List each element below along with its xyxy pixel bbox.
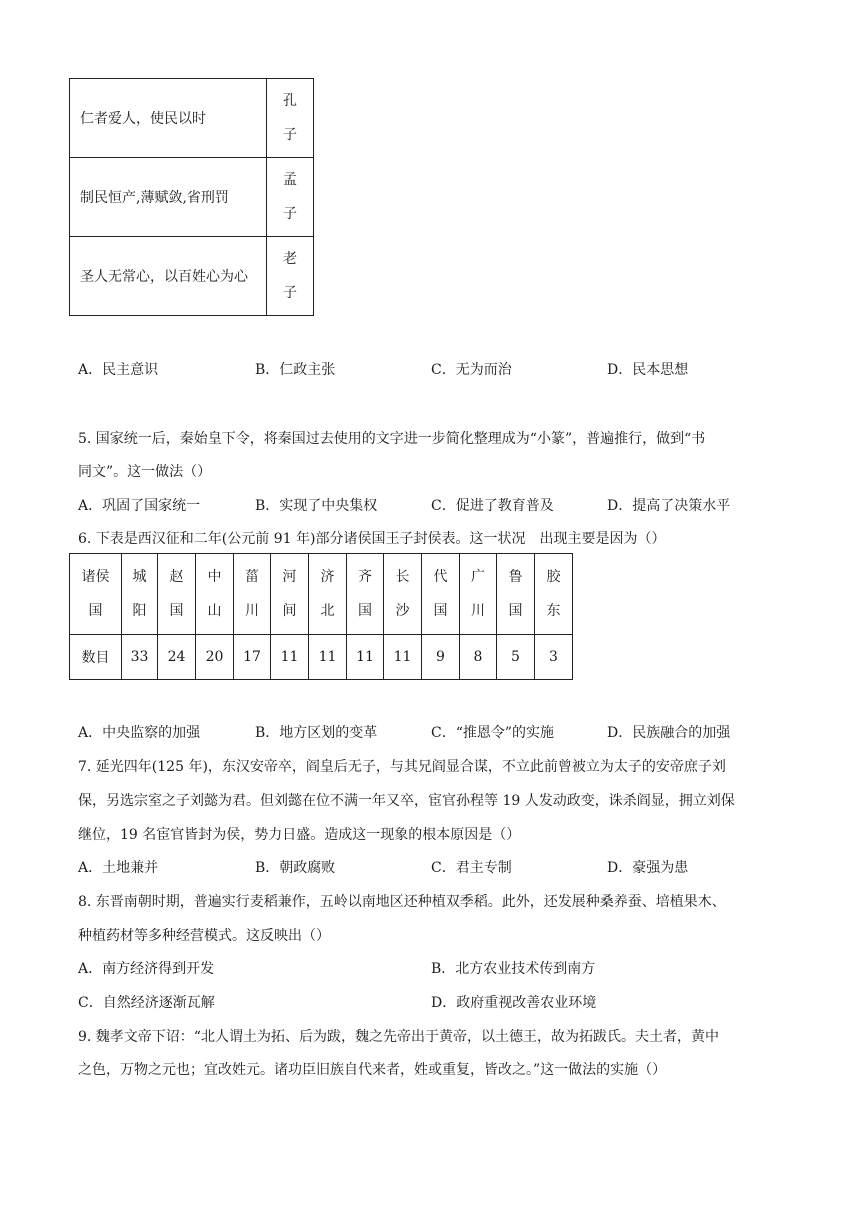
q8-option-c[interactable]: C．自然经济逐渐瓦解 — [78, 995, 215, 1011]
header-cell: 胶 东 — [535, 554, 573, 635]
author-cell: 孟 子 — [267, 158, 314, 237]
q4-option-a[interactable]: A．民主意识 — [78, 362, 159, 378]
value-cell: 11 — [271, 635, 309, 680]
value-cell: 3 — [535, 635, 573, 680]
value-cell: 24 — [158, 635, 196, 680]
table-row — [70, 237, 314, 316]
value-cell: 5 — [497, 635, 535, 680]
q6-option-d[interactable]: D．民族融合的加强 — [607, 725, 731, 741]
table-row — [70, 79, 314, 158]
value-cell: 20 — [196, 635, 234, 680]
table-header-row — [70, 554, 573, 635]
header-cell: 济 北 — [309, 554, 347, 635]
q7-text-line1: 7. 延光四年(125 年)，东汉安帝卒，阎皇后无子，与其兄阎显合谋，不立此前曾被立为太子的安帝庶子刘 — [78, 759, 726, 775]
q5-option-c[interactable]: C．促进了教育普及 — [431, 498, 554, 514]
q5-option-a[interactable]: A．巩固了国家统一 — [78, 498, 201, 514]
q5-option-b[interactable]: B．实现了中央集权 — [255, 498, 378, 514]
header-cell: 菑 川 — [234, 554, 271, 635]
quote-cell: 圣人无常心，以百姓心为心 — [70, 237, 267, 316]
quote-cell: 制民恒产,薄赋敛,省刑罚 — [70, 158, 267, 237]
q8-option-a[interactable]: A．南方经济得到开发 — [78, 961, 215, 977]
q7-text-line3: 继位，19 名宦官皆封为侯，势力日盛。造成这一现象的根本原因是（） — [78, 827, 521, 843]
header-cell: 鲁 国 — [497, 554, 535, 635]
value-cell: 17 — [234, 635, 271, 680]
q5-text-line1: 5. 国家统一后，秦始皇下令，将秦国过去使用的文字进一步简化整理成为“小篆”，普遍推行，做到“书 — [78, 431, 706, 447]
q4-option-b[interactable]: B．仁政主张 — [255, 362, 336, 378]
table-row — [70, 635, 573, 680]
value-cell: 9 — [422, 635, 460, 680]
header-cell: 赵 国 — [158, 554, 196, 635]
marquis-table — [69, 553, 573, 680]
value-cell: 11 — [347, 635, 384, 680]
q8-text-line2: 种植药材等多种经营模式。这反映出（） — [78, 928, 330, 944]
header-cell: 中 山 — [196, 554, 234, 635]
author-cell: 孔 子 — [267, 79, 314, 158]
header-cell: 齐 国 — [347, 554, 384, 635]
value-cell: 11 — [384, 635, 422, 680]
q7-text-line2: 保，另选宗室之子刘懿为君。但刘懿在位不满一年又卒，宦官孙程等 19 人发动政变，诛杀阎显，拥立刘保 — [78, 793, 735, 809]
q7-option-b[interactable]: B．朝政腐败 — [255, 860, 336, 876]
header-cell: 河 间 — [271, 554, 309, 635]
header-cell: 广 川 — [460, 554, 497, 635]
q5-text-line2: 同文”。这一做法（） — [78, 464, 212, 480]
value-cell: 33 — [122, 635, 158, 680]
q7-option-a[interactable]: A．土地兼并 — [78, 860, 159, 876]
philosophers-table — [69, 78, 314, 316]
value-cell: 8 — [460, 635, 497, 680]
q7-option-d[interactable]: D．豪强为患 — [607, 860, 689, 876]
header-cell: 代 国 — [422, 554, 460, 635]
q8-option-d[interactable]: D．政府重视改善农业环境 — [431, 995, 597, 1011]
q6-text-line1: 6. 下表是西汉征和二年(公元前 91 年)部分诸侯国王子封侯表。这一状况 出现主要是因为（） — [78, 531, 666, 547]
quote-cell: 仁者爱人，使民以时 — [70, 79, 267, 158]
value-cell: 数目 — [70, 635, 122, 680]
header-cell: 诸侯 国 — [70, 554, 122, 635]
header-cell: 城 阳 — [122, 554, 158, 635]
q4-option-c[interactable]: C．无为而治 — [431, 362, 512, 378]
q9-text-line1: 9. 魏孝文帝下诏：“北人谓土为拓、后为跋，魏之先帝出于黄帝，以土德王，故为拓跋氏。夫土者，黄中 — [78, 1029, 719, 1045]
q7-option-c[interactable]: C．君主专制 — [431, 860, 512, 876]
q8-text-line1: 8. 东晋南朝时期，普遍实行麦稻兼作，五岭以南地区还种植双季稻。此外，还发展种桑养蚕、培植果木、 — [78, 894, 726, 910]
q6-option-c[interactable]: C．“推恩令”的实施 — [431, 725, 555, 741]
value-cell: 11 — [309, 635, 347, 680]
q6-option-a[interactable]: A．中央监察的加强 — [78, 725, 201, 741]
author-cell: 老 子 — [267, 237, 314, 316]
header-cell: 长 沙 — [384, 554, 422, 635]
q8-option-b[interactable]: B．北方农业技术传到南方 — [431, 961, 596, 977]
q6-option-b[interactable]: B．地方区划的变革 — [255, 725, 378, 741]
table-row — [70, 158, 314, 237]
q5-option-d[interactable]: D．提高了决策水平 — [607, 498, 731, 514]
q9-text-line2: 之色，万物之元也；宜改姓元。诸功臣旧族自代来者，姓或重复，皆改之。”这一做法的实施（） — [78, 1062, 667, 1078]
q4-option-d[interactable]: D．民本思想 — [607, 362, 689, 378]
